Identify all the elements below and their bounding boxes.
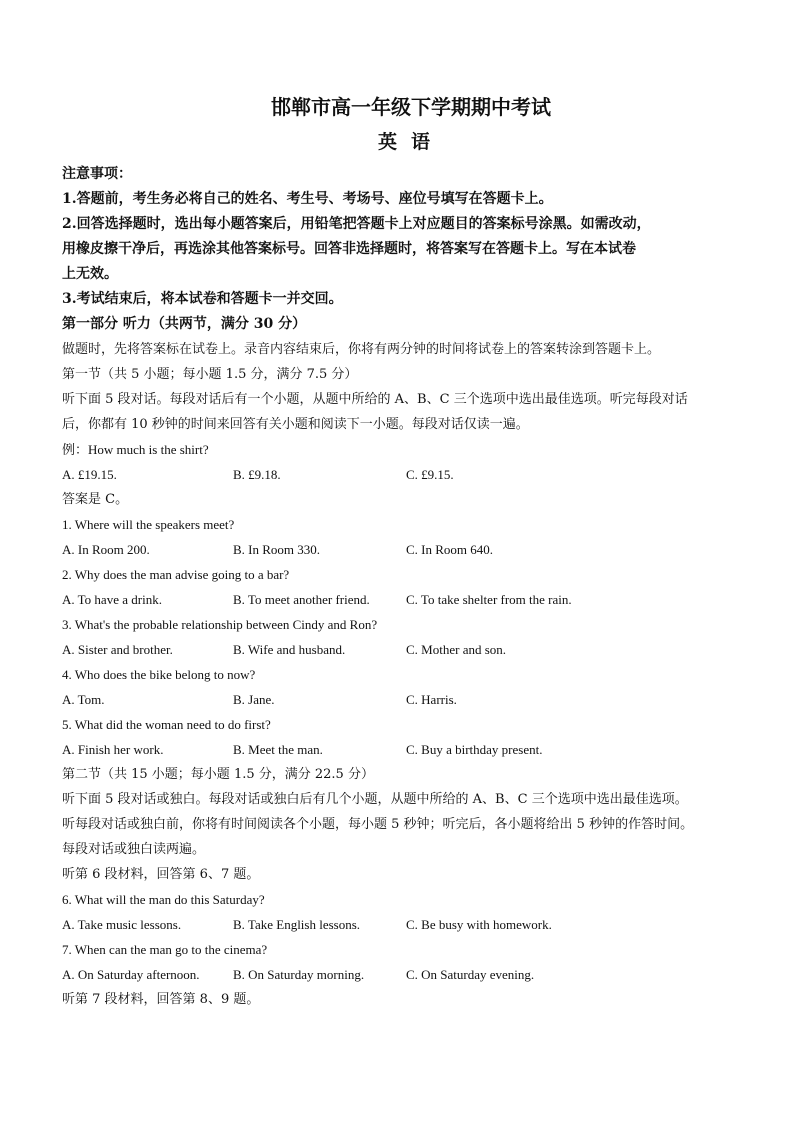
question-1-options xyxy=(62,537,742,562)
q2-option-c: C. To take shelter from the rain. xyxy=(406,592,572,607)
notes-item-2-line-3: 上无效。 xyxy=(62,266,118,282)
question-2-options xyxy=(62,587,742,612)
example-answer: 答案是 C。 xyxy=(62,492,129,507)
question-6: 6. What will the man do this Saturday? xyxy=(62,892,265,907)
section1-desc-line-1: 听下面 5 段对话。每段对话后有一个小题，从题中所给的 A、B、C 三个选项中选出最佳选项。听完每段对话 xyxy=(62,392,688,407)
notes-item-3: 3.考试结束后，将本试卷和答题卡一并交回。 xyxy=(62,291,343,307)
question-1: 1. Where will the speakers meet? xyxy=(62,517,235,532)
section1-heading: 第一节（共 5 小题；每小题 1.5 分，满分 7.5 分） xyxy=(62,367,358,382)
section2-heading: 第二节（共 15 小题；每小题 1.5 分，满分 22.5 分） xyxy=(62,767,374,782)
q4-option-b: B. Jane. xyxy=(233,692,275,707)
q3-option-c: C. Mother and son. xyxy=(406,642,507,657)
q7-option-a: A. On Saturday afternoon. xyxy=(62,967,200,982)
example-option-c: C. £9.15. xyxy=(406,467,454,482)
q4-option-a: A. Tom. xyxy=(62,692,105,707)
q7-option-b: B. On Saturday morning. xyxy=(233,967,365,982)
q2-option-b: B. To meet another friend. xyxy=(233,592,370,607)
question-3: 3. What's the probable relationship between Cindy and Ron? xyxy=(62,617,378,632)
q6-option-c: C. Be busy with homework. xyxy=(406,917,552,932)
exam-title: 邯郸市高一年级下学期期中考试 xyxy=(271,95,551,119)
q6-option-a: A. Take music lessons. xyxy=(62,917,182,932)
question-4: 4. Who does the bike belong to now? xyxy=(62,667,256,682)
q4-option-c: C. Harris. xyxy=(406,692,457,707)
section1-desc-line-2: 后，你都有 10 秒钟的时间来回答有关小题和阅读下一小题。每段对话仅读一遍。 xyxy=(62,417,529,432)
q1-option-a: A. In Room 200. xyxy=(62,542,150,557)
part1-heading: 第一部分 听力（共两节，满分 30 分） xyxy=(62,316,307,332)
material-6-note: 听第 6 段材料，回答第 6、7 题。 xyxy=(62,867,260,882)
notes-item-1: 1.答题前，考生务必将自己的姓名、考生号、考场号、座位号填写在答题卡上。 xyxy=(62,191,553,207)
exam-page xyxy=(62,92,742,1012)
q3-option-a: A. Sister and brother. xyxy=(62,642,173,657)
example-options xyxy=(62,462,742,487)
q2-option-a: A. To have a drink. xyxy=(62,592,162,607)
example-option-b: B. £9.18. xyxy=(233,467,281,482)
question-7-options xyxy=(62,962,742,987)
q1-option-c: C. In Room 640. xyxy=(406,542,494,557)
q5-option-b: B. Meet the man. xyxy=(233,742,323,757)
section2-desc-line-3: 每段对话或独白读两遍。 xyxy=(62,842,206,857)
question-6-options xyxy=(62,912,742,937)
question-4-options xyxy=(62,687,742,712)
exam-subject: 英语 xyxy=(377,131,444,153)
question-2: 2. Why does the man advise going to a bar? xyxy=(62,567,290,582)
notes-heading: 注意事项： xyxy=(62,166,132,182)
question-5-options xyxy=(62,737,742,762)
q6-option-b: B. Take English lessons. xyxy=(233,917,361,932)
part1-instruction: 做题时，先将答案标在试卷上。录音内容结束后，你将有两分钟的时间将试卷上的答案转涂到答题卡上。 xyxy=(62,342,661,357)
example-option-a: A. £19.15. xyxy=(62,467,117,482)
q7-option-c: C. On Saturday evening. xyxy=(406,967,535,982)
section2-desc-line-1: 听下面 5 段对话或独白。每段对话或独白后有几个小题，从题中所给的 A、B、C 三个选项中选出最佳选项。 xyxy=(62,792,688,807)
section2-desc-line-2: 听每段对话或独白前，你将有时间阅读各个小题，每小题 5 秒钟；听完后，各小题将给出 5 秒钟的作答时间。 xyxy=(62,817,694,832)
material-7-note: 听第 7 段材料，回答第 8、9 题。 xyxy=(62,992,260,1007)
q3-option-b: B. Wife and husband. xyxy=(233,642,346,657)
question-7: 7. When can the man go to the cinema? xyxy=(62,942,268,957)
q5-option-c: C. Buy a birthday present. xyxy=(406,742,543,757)
q1-option-b: B. In Room 330. xyxy=(233,542,321,557)
example-question: 例：How much is the shirt? xyxy=(62,442,209,457)
question-3-options xyxy=(62,637,742,662)
q5-option-a: A. Finish her work. xyxy=(62,742,164,757)
notes-item-2-line-1: 2.回答选择题时，选出每小题答案后，用铅笔把答题卡上对应题目的答案标号涂黑。如需改动， xyxy=(62,216,651,232)
question-5: 5. What did the woman need to do first? xyxy=(62,717,271,732)
notes-item-2-line-2: 用橡皮擦干净后，再选涂其他答案标号。回答非选择题时，将答案写在答题卡上。写在本试卷 xyxy=(62,241,636,257)
